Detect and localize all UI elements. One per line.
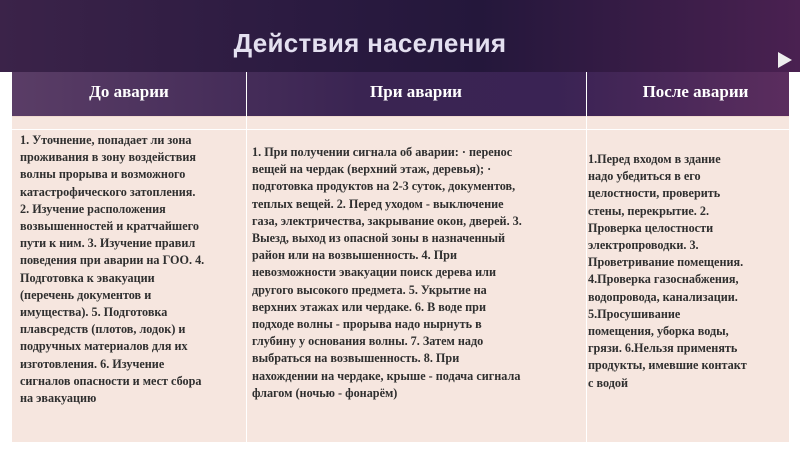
slide-title: Действия населения [233, 28, 507, 58]
cell-during-accident: 1. При получении сигнала об аварии: · перенос вещей на чердак (верхний этаж, деревья); · подготовка продуктов на 2-3 суток, документов, теплых вещей. 2. Перед уходом - выключение газа, электричества, закрывание окон, дверей. 3. Выезд, выход из опасной зоны в назначенный район или на возвышенность. 4. При невозможности эвакуации поиск дерева или другого высокого предмета. 5. Укрытие на верхних этажах или чердаке. 6. В воде при подходе волны - прорыва надо нырнуть в глубину у основания волны. 7. Затем надо выбраться на возвышенность. 8. При нахождении на чердаке, крыше - подача сигнала флагом (ночью - фонарём) [252, 145, 522, 400]
cell-after-accident: 1.Перед входом в здание надо убедиться в его целостности, проверить стены, перекрытие. 2. Проверка целостности электропроводки. 3. Проветривание помещения. 4.Проверка газоснабжения, водопровода, канализации. 5.Просушивание помещения, уборка воды, грязи. 6.Нельзя применять продукты, имевшие контакт с водой [588, 152, 747, 390]
header-during-accident: При аварии [370, 82, 462, 101]
header-before-accident: До аварии [89, 82, 169, 101]
table-header-row [12, 72, 789, 117]
header-after-accident: После аварии [642, 82, 749, 101]
arrow-right-icon[interactable] [778, 52, 792, 68]
column-divider [586, 72, 587, 442]
cell-before-accident: 1. Уточнение, попадает ли зона проживания в зону воздействия волны прорыва и возможного катастрофического затопления. 2. Изучение расположения возвышенностей и кратчайшего пути к ним. 3. Изучение правил поведения при аварии на ГОО. 4. Подготовка к эвакуации (перечень документов и имущества). 5. Подготовка плавсредств (плотов, лодок) и подручных материалов для их изготовления. 6. Изучение сигналов опасности и мест сбора на эвакуацию [20, 133, 205, 406]
header-gap-row [12, 116, 789, 130]
actions-table [12, 72, 789, 442]
